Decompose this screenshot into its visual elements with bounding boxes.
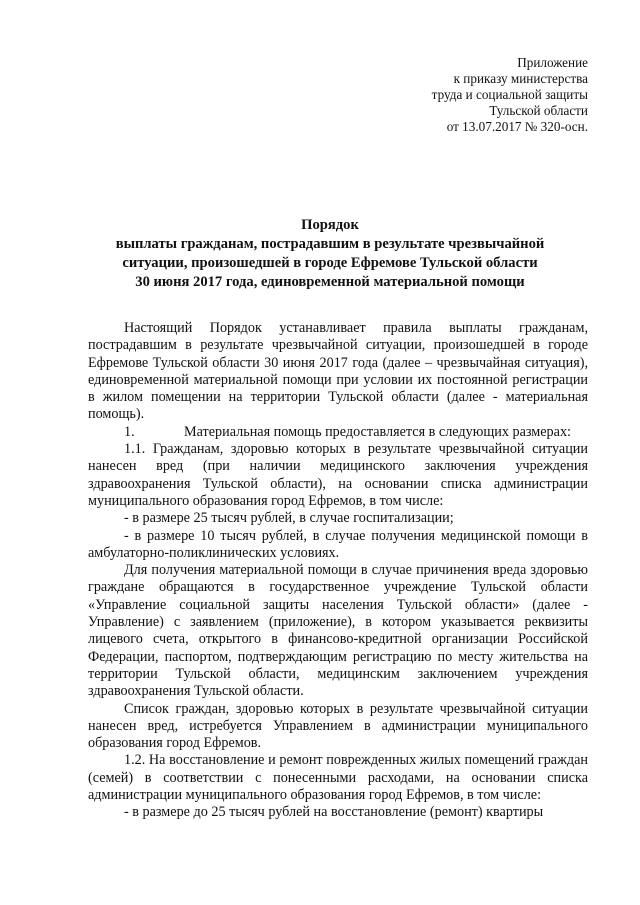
appendix-line: Тульской области: [489, 103, 588, 118]
appendix-line: труда и социальной защиты: [431, 87, 588, 102]
item-1-1-paragraph: 1.1. Гражданам, здоровью которых в результате чрезвычайной ситуации нанесен вред (при наличии медицинского заключения учреждения здравоохранения Тульской области), на основании списка администрации муниципального образования город Ефремов, в том числе:: [88, 441, 588, 509]
intro-paragraph: Настоящий Порядок устанавливает правила выплаты гражданам, пострадавшим в результате чрезвычайной ситуации, произошедшей в городе Ефремове Тульской области 30 июня 2017 года (далее – чрезвычайная ситуация), единовременной материальной помощи при условии их постоянной регистрации в жилом помещении на территории Тульской области (далее - материальная помощь).: [88, 320, 588, 423]
title-line: ситуации, произошедшей в городе Ефремове Тульской области: [122, 255, 538, 271]
document-title: [60, 216, 600, 292]
dash-item-repair: - в размере до 25 тысяч рублей на восстановление (ремонт) квартиры: [124, 804, 544, 821]
item-1: [88, 424, 588, 441]
application-procedure-paragraph: Для получения материальной помощи в случае причинения вреда здоровью граждане обращаются в государственное учреждение Тульской области «Управление социальной защиты населения Тульской области» (далее - Управление) с заявлением (приложение), в котором указывается реквизиты лицевого счета, открытого в финансово-кредитной организации Российской Федерации, паспортом, подтверждающим регистрацию по месту жительства на территории Тульской области, медицинским заключением учреждения здравоохранения Тульской области.: [88, 562, 588, 700]
appendix-line: к приказу министерства: [453, 71, 588, 86]
title-line: 30 июня 2017 года, единовременной материальной помощи: [135, 274, 525, 290]
dash-item-outpatient: - в размере 10 тысяч рублей, в случае получения медицинской помощи в амбулаторно-поликлинических условиях.: [88, 527, 588, 561]
dash-item-hospitalization: - в размере 25 тысяч рублей, в случае госпитализации;: [124, 510, 454, 527]
title-line: Порядок: [301, 217, 359, 233]
item-1-text: Материальная помощь предоставляется в следующих размерах:: [184, 423, 571, 440]
appendix-line: от 13.07.2017 № 320-осн.: [446, 119, 588, 134]
document-body: [88, 320, 588, 822]
appendix-header: [388, 55, 588, 135]
item-1-2-paragraph: 1.2. На восстановление и ремонт поврежденных жилых помещений граждан (семей) в соответствии с понесенными расходами, на основании списка администрации муниципального образования город Ефремов, в том числе:: [88, 752, 588, 804]
citizens-list-paragraph: Список граждан, здоровью которых в результате чрезвычайной ситуации нанесен вред, истребуется Управлением в администрации муниципального образования город Ефремов.: [88, 700, 588, 752]
appendix-line: Приложение: [517, 55, 588, 70]
item-1-number: 1.: [124, 423, 135, 440]
title-line: выплаты гражданам, пострадавшим в результате чрезвычайной: [115, 236, 545, 252]
